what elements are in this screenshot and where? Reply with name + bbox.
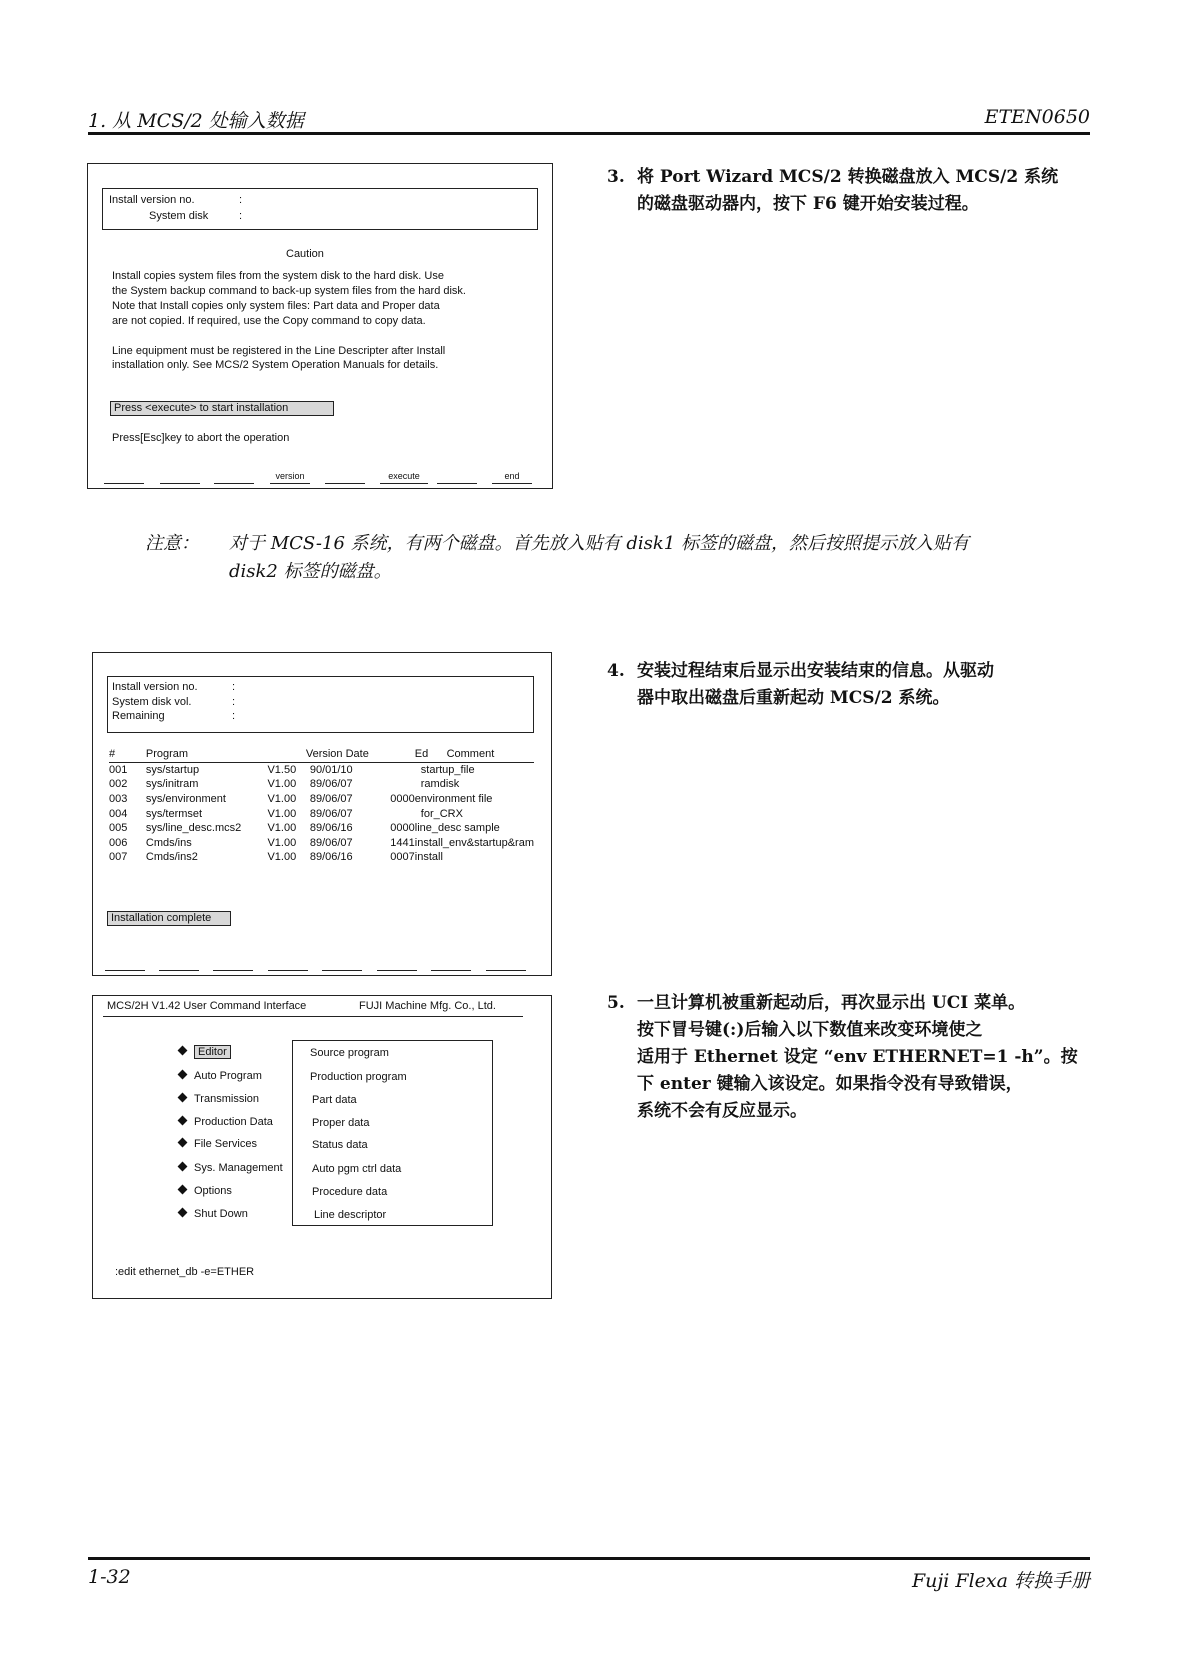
start-installation-prompt[interactable]: Press <execute> to start installation: [110, 401, 334, 416]
fkey-2[interactable]: [160, 470, 200, 484]
caution-line-1: Install copies system files from the system disk to the hard disk. Use: [112, 270, 444, 282]
bullet-icon: [178, 1138, 188, 1148]
header-comment: Comment: [446, 748, 495, 761]
system-disk-label: System disk: [149, 210, 209, 222]
row-program: sys/termset: [145, 807, 203, 820]
menu-item-shut-down[interactable]: [179, 1208, 248, 1220]
submenu-item-auto-pgm-ctrl-data[interactable]: Auto pgm ctrl data: [312, 1163, 402, 1175]
row-number: 007: [109, 851, 128, 864]
menu-item-label: Shut Down: [194, 1208, 248, 1220]
step-3-number: 3.: [607, 167, 625, 187]
submenu-item-proper-data[interactable]: Proper data: [312, 1117, 370, 1129]
table-row: [109, 792, 534, 807]
fkey-1[interactable]: [104, 470, 144, 484]
bullet-icon: [178, 1208, 188, 1218]
bullet-icon: [178, 1162, 188, 1172]
program-table: [109, 747, 534, 865]
bullet-icon: [178, 1046, 188, 1056]
header-blank-2: [390, 747, 415, 762]
uci-menu-screen: [92, 995, 552, 1299]
step-5-line-4: 下 enter 键输入该设定。如果指令没有导致错误，: [637, 1074, 1023, 1094]
footer-rule: [88, 1557, 1090, 1560]
note-line-1: 对于 MCS-16 系统，有两个磁盘。首先放入贴有 disk1 标签的磁盘，然后按照提示放入贴有: [229, 533, 969, 554]
submenu-item-procedure-data[interactable]: Procedure data: [312, 1186, 388, 1198]
header-rule: [88, 132, 1090, 135]
install-version-label: Install version no.: [109, 194, 195, 206]
step-5-number: 5.: [607, 993, 625, 1013]
installation-complete-status: Installation complete: [107, 911, 231, 926]
fkey-end[interactable]: end: [492, 470, 532, 484]
row-ed: [390, 777, 415, 792]
header-ed: Ed: [414, 748, 429, 761]
row-version: V1.00: [267, 836, 297, 849]
command-line[interactable]: :edit ethernet_db -e=ETHER: [115, 1266, 255, 1278]
menu-item-label: Sys. Management: [194, 1162, 283, 1174]
fkey-version[interactable]: version: [270, 470, 310, 484]
menu-item-editor-label: Editor: [194, 1045, 231, 1059]
header-date: Date: [345, 748, 369, 761]
summary-colon-2: :: [232, 696, 236, 708]
fkey-7[interactable]: [431, 957, 471, 971]
menu-item-transmission[interactable]: [179, 1093, 259, 1105]
caution-title: Caution: [286, 248, 324, 260]
row-date: 89/06/07: [309, 793, 353, 806]
table-row: [109, 836, 534, 851]
install-info-box: [102, 188, 538, 230]
row-version: V1.00: [267, 822, 297, 835]
fkey-1[interactable]: [105, 957, 145, 971]
note: [145, 530, 1085, 590]
install-screen: [87, 163, 553, 489]
header-program: Program: [145, 748, 189, 761]
step-5-line-5: 系统不会有反应显示。: [637, 1101, 807, 1121]
row-number: 005: [109, 822, 128, 835]
menu-item-auto-program[interactable]: [179, 1070, 262, 1082]
fkey-execute[interactable]: execute: [380, 470, 428, 484]
table-row: [109, 762, 534, 777]
row-date: 89/06/16: [309, 822, 353, 835]
uci-company: FUJI Machine Mfg. Co., Ltd.: [359, 1000, 496, 1012]
summary-label-1: Install version no.: [112, 681, 198, 693]
header-version-date: [306, 747, 390, 762]
menu-item-file-services[interactable]: [179, 1138, 257, 1150]
system-disk-colon: :: [239, 210, 243, 222]
menu-item-production-data[interactable]: [179, 1116, 273, 1128]
table-row: [109, 821, 534, 836]
step-3-line-1: 将 Port Wizard MCS/2 转换磁盘放入 MCS/2 系统: [637, 167, 1059, 187]
row-comment: install_env&startup&ram: [414, 836, 534, 849]
row-number: 003: [109, 793, 128, 806]
row-comment: line_desc sample: [414, 822, 500, 835]
bullet-icon: [178, 1070, 188, 1080]
menu-item-label: Auto Program: [194, 1070, 262, 1082]
menu-item-label: File Services: [194, 1138, 257, 1150]
step-5: [607, 990, 1087, 1130]
install-complete-screen: [92, 652, 552, 976]
row-comment: for_CRX: [420, 807, 463, 820]
row-program: sys/initram: [145, 778, 199, 791]
step-5-line-3: 适用于 Ethernet 设定 “env ETHERNET=1 -h”。按: [637, 1047, 1078, 1067]
menu-item-options[interactable]: [179, 1185, 232, 1197]
row-program: sys/environment: [145, 793, 226, 806]
menu-item-label: Transmission: [194, 1093, 259, 1105]
menu-item-label: Production Data: [194, 1116, 273, 1128]
menu-item-editor[interactable]: [179, 1046, 231, 1059]
menu-item-label: Options: [194, 1185, 232, 1197]
step-5-line-2: 按下冒号键(:)后输入以下数值来改变环境使之: [637, 1020, 983, 1040]
header-ed-comment: [415, 747, 534, 762]
step-5-line-1: 一旦计算机被重新起动后，再次显示出 UCI 菜单。: [637, 993, 1026, 1013]
fkey-4[interactable]: [268, 957, 308, 971]
note-label: 注意：: [145, 533, 199, 554]
row-number: 004: [109, 807, 128, 820]
step-4: [607, 658, 1087, 714]
header-right: ETEN0650: [984, 106, 1090, 128]
caution-line-4: are not copied. If required, use the Copy command to copy data.: [112, 315, 426, 327]
summary-label-2: System disk vol.: [112, 696, 192, 708]
footer-right: Fuji Flexa 转换手册: [911, 1570, 1090, 1592]
row-version: V1.00: [267, 793, 297, 806]
install-summary-box: [107, 676, 534, 733]
caution-line-2: the System backup command to back-up system files from the hard disk.: [112, 285, 466, 297]
row-program: Cmds/ins2: [145, 851, 198, 864]
step-3: [607, 164, 1087, 220]
submenu-item-part-data[interactable]: Part data: [312, 1094, 357, 1106]
fkey-3[interactable]: [213, 957, 253, 971]
table-row: [109, 850, 534, 865]
row-version: V1.00: [267, 778, 297, 791]
row-comment: ramdisk: [420, 778, 460, 791]
abort-prompt: Press[Esc]key to abort the operation: [112, 432, 290, 444]
row-version: V1.00: [267, 851, 297, 864]
row-date: 89/06/07: [309, 778, 353, 791]
caution-line-3: Note that Install copies only system files: Part data and Proper data: [112, 300, 440, 312]
row-ed: [390, 806, 415, 821]
row-ed: 1441: [390, 836, 415, 849]
row-program: sys/line_desc.mcs2: [145, 822, 242, 835]
step-4-line-2: 器中取出磁盘后重新起动 MCS/2 系统。: [637, 688, 950, 708]
fkey-7[interactable]: [437, 470, 477, 484]
submenu-item-status-data[interactable]: Status data: [312, 1139, 368, 1151]
row-number: 001: [109, 763, 128, 776]
fkey-8[interactable]: [486, 957, 526, 971]
fkey-2[interactable]: [159, 957, 199, 971]
line-equip-line-2: installation only. See MCS/2 System Operation Manuals for details.: [112, 359, 439, 371]
row-comment: startup_file: [420, 763, 475, 776]
summary-colon-1: :: [232, 681, 236, 693]
submenu-item-line-descriptor[interactable]: Line descriptor: [314, 1209, 387, 1221]
step-3-line-2: 的磁盘驱动器内，按下 F6 键开始安装过程。: [637, 194, 979, 214]
bullet-icon: [178, 1093, 188, 1103]
install-version-colon: :: [239, 194, 243, 206]
header-blank-1: [267, 747, 305, 762]
uci-title-rule: [103, 1016, 523, 1017]
row-comment: install: [414, 851, 443, 864]
row-date: 90/01/10: [309, 763, 353, 776]
row-date: 89/06/16: [309, 851, 353, 864]
bullet-icon: [178, 1116, 188, 1126]
fkey-5[interactable]: [322, 957, 362, 971]
row-program: Cmds/ins: [145, 836, 192, 849]
row-ed: 0000: [390, 822, 415, 835]
line-equip-line-1: Line equipment must be registered in the Line Descripter after Install: [112, 345, 446, 357]
header-number: #: [109, 748, 116, 761]
program-table-header: [109, 747, 534, 762]
row-date: 89/06/07: [309, 807, 353, 820]
summary-label-3: Remaining: [112, 710, 165, 722]
editor-submenu: [292, 1040, 493, 1226]
submenu-item-source-program[interactable]: Source program: [310, 1047, 389, 1059]
uci-title: MCS/2H V1.42 User Command Interface: [107, 1000, 307, 1012]
step-4-number: 4.: [607, 661, 625, 681]
note-line-2: disk2 标签的磁盘。: [229, 561, 392, 582]
row-date: 89/06/07: [309, 836, 353, 849]
bullet-icon: [178, 1185, 188, 1195]
row-number: 002: [109, 778, 128, 791]
row-ed: 0000: [390, 793, 415, 806]
step-4-line-1: 安装过程结束后显示出安装结束的信息。从驱动: [637, 661, 994, 681]
fkey-3[interactable]: [214, 470, 254, 484]
table-row: [109, 806, 534, 821]
table-row: [109, 777, 534, 792]
header-version: Version: [305, 748, 343, 761]
footer-left: 1-32: [88, 1566, 131, 1588]
fkey-6[interactable]: [377, 957, 417, 971]
fkey-5[interactable]: [325, 470, 365, 484]
row-version: V1.50: [267, 763, 297, 776]
header-left: 1. 从 MCS/2 处输入数据: [88, 110, 304, 132]
row-comment: environment file: [414, 793, 493, 806]
row-ed: 0007: [390, 851, 415, 864]
menu-item-sys-management[interactable]: [179, 1162, 283, 1174]
row-program: sys/startup: [145, 763, 200, 776]
summary-colon-3: :: [232, 710, 236, 722]
submenu-item-production-program[interactable]: Production program: [310, 1071, 407, 1083]
row-number: 006: [109, 836, 128, 849]
row-version: V1.00: [267, 807, 297, 820]
row-ed: [390, 762, 415, 777]
